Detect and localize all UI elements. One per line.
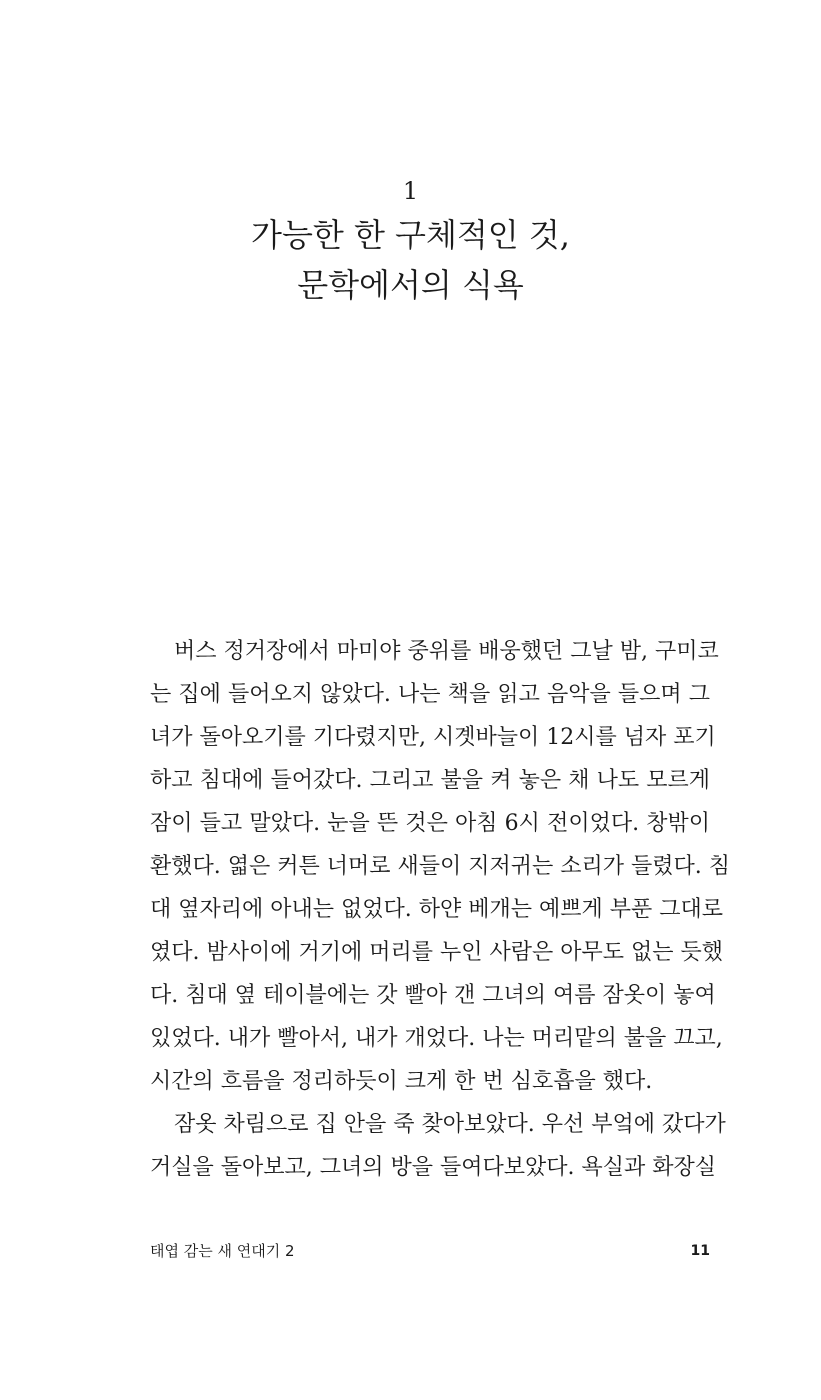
body-line: 잠옷 차림으로 집 안을 죽 찾아보았다. 우선 부엌에 갔다가: [174, 1112, 726, 1137]
body-line: 있었다. 내가 빨아서, 내가 개었다. 나는 머리맡의 불을 끄고,: [150, 1026, 723, 1051]
body-line: 하고 침대에 들어갔다. 그리고 불을 켜 놓은 채 나도 모르게: [150, 768, 710, 793]
body-line: 잠이 들고 말았다. 눈을 뜬 것은 아침 6시 전이었다. 창밖이: [150, 811, 710, 836]
chapter-title: [0, 210, 821, 310]
body-line: 환했다. 엷은 커튼 너머로 새들이 지저귀는 소리가 들렸다. 침: [150, 854, 730, 879]
chapter-title-line: 가능한 한 구체적인 것,: [251, 216, 570, 254]
body-line: 거실을 돌아보고, 그녀의 방을 들여다보았다. 욕실과 화장실: [150, 1155, 716, 1180]
page-number: 11: [690, 1243, 710, 1259]
body-line: 대 옆자리에 아내는 없었다. 하얀 베개는 예쁘게 부푼 그대로: [150, 897, 723, 922]
body-line: 버스 정거장에서 마미야 중위를 배웅했던 그날 밤, 구미코: [174, 639, 719, 664]
body-line: 시간의 흐름을 정리하듯이 크게 한 번 심호흡을 했다.: [150, 1069, 653, 1094]
body-line: 는 집에 들어오지 않았다. 나는 책을 읽고 음악을 들으며 그: [150, 682, 710, 707]
chapter-title-line: 문학에서의 식욕: [297, 266, 524, 304]
body-text: [150, 630, 730, 1189]
body-line: 였다. 밤사이에 거기에 머리를 누인 사람은 아무도 없는 듯했: [150, 940, 723, 965]
chapter-number: 1: [402, 177, 419, 205]
body-line: 녀가 돌아오기를 기다렸지만, 시곗바늘이 12시를 넘자 포기: [150, 725, 716, 750]
body-line: 다. 침대 옆 테이블에는 갓 빨아 갠 그녀의 여름 잠옷이 놓여: [150, 983, 716, 1008]
running-footer-book-title: 태엽 감는 새 연대기 2: [150, 1242, 295, 1260]
